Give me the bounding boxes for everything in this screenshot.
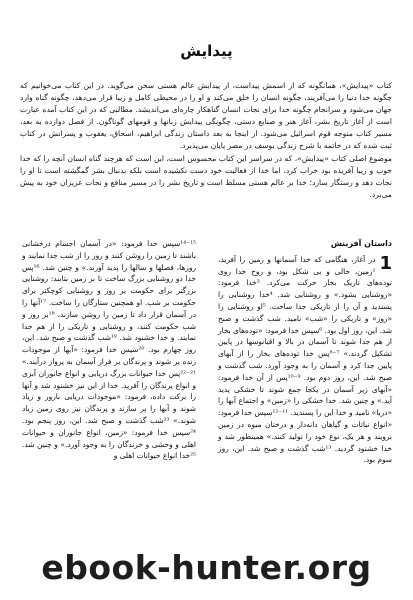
section-heading: داستان آفرینش [330,239,392,248]
chapter-number: 1 [379,252,392,274]
column-text: ¹⁴⁻¹⁵سپس خدا فرمود: «در آسمان اجسام درخشانی باشند تا زمین را روشن کنند و روز را از شب جدا نمایند و روزها، فصلها و سالها را پدید آورند.» و چنین شد. ¹⁶پس خدا دو روشنایی بزرگ ساخت تا بر زمین بتابند: روشنایی بزرگتر برای حکومت بر روز و روشنایی کوچکتر برای حکومت بر شب. او همچنین ستارگان را ساخت. ¹⁷آنها را در آسمان قرار داد تا زمین را روشن سازند، ¹⁸بر روز و شب حکومت کنند، و روشنایی و تاریکی را از هم جدا نمایند. و خدا خشنود شد. ¹⁹شب گذشت و صبح شد. این، روز چهارم بود. ²⁰سپس خدا فرمود: «آبها از موجودات زنده پر شوند و پرندگان بر فراز آسمان به پرواز درآیند.» ²¹⁻²²پس خدا حیوانات بزرگ دریایی و انواع جانوران آبزی و انواع پرندگان را آفرید. خدا از این نیز خشنود شد و آنها را برکت داده، فرمود: «موجودات دریایی بارور و زیاد شوند و آبها را پر سازند و پرندگان نیز روی زمین زیاد شوند.» ²³شب گذشت و صبح شد. این، روز پنجم بود. ²⁴سپس خدا فرمود: «زمین، انواع جانوران و حیوانات اهلی و وحشی و خزندگان را به وجود آورد.» و چنین شد. ²⁵خدا انواع حیوانات اهلی و [22,239,196,461]
intro-paragraph: موضوع اصلی کتاب «پیدایش»، که در سراسر این کتاب محسوس است، این است که هرچند گناه انسان آنچه را که خدا خوب و زیبا آفریده بود خراب کرد، اما خدا از فعالیت خود دست نکشیده است بلکه بدنبال بشر گمگشته است تا او را نجات دهد و رستگار سازد؛ خدا بر عالم هستی مسلط است و تاریخ بشر را در مسیر منافع و نجات عزیزان خود به پیش می‌برد. [20,153,392,199]
right-column [218,238,392,466]
intro-paragraph: کتاب «پیدایش»، همانگونه که از اسمش پیداست، از پیدایش عالم هستی سخن می‌گوید. در این کتاب می‌خوانیم که چگونه خدا دنیا را می‌آفریند، چگونه انسان را خلق می‌کند و او را در محیطی کامل و زیبا قرار می‌دهد، چگونه گناه وارد جهان می‌شود و سرانجام چگونه خدا برای نجات انسان گناهکار چاره‌ای می‌اندیشد. مطالبی که در این کتاب آمده عبارت است از آغاز تاریخ بشر، آغاز هنر و صنایع دستی، چگونگی پیدایش زبانها و قومهای گوناگون. از فصل دوازده به بعد، مسیر کتاب متوجه قوم اسرائیل می‌شود. از اینجا به بعد داستان زندگی ابراهیم، اسحاق، یعقوب و پسرانش در کتاب ثبت شده که در خاتمه با شرح زندگی یوسف در مصر پایان می‌پذیرد. [20,81,392,151]
page-title: پیدایش [180,42,233,60]
left-column [22,238,196,462]
introduction [20,80,392,201]
watermark: ebook-hunter.org [41,548,372,587]
column-text: در آغاز، هنگامی که خدا آسمانها و زمین را آفرید، ²زمین، خالی و بی شکل بود، و روح خدا روی توده‌های تاریک بخار حرکت می‌کرد. ³خدا فرمود: «روشنایی بشود.» و روشنایی شد. ⁴خدا روشنایی را پسندید و آن را از تاریکی جدا ساخت. ⁵او روشنایی را «روز» و تاریکی را «شب» نامید. شب گذشت و صبح شد. این، روز اول بود. ⁶سپس خدا فرمود: «توده‌های بخار از هم جدا شوند تا آسمان در بالا و اقیانوسها در پایین تشکیل گردند.» ⁷⁻⁸پس خدا توده‌های بخار را از آبهای پایین جدا کرد و آسمان را به وجود آورد. شب گذشت و صبح شد. این، روز دوم بود. ⁹⁻¹⁰پس از آن خدا فرمود: «آبهای زیر آسمان در یکجا جمع شوند تا خشکی پدید آید.» و چنین شد. خدا خشکی را «زمین» و اجتماع آبها را «دریا» نامید و خدا این را پسندید. ¹¹⁻¹²سپس خدا فرمود: «انواع نباتات و گیاهان دانه‌دار و درختان میوه در زمین برویند و هر یک، نوع خود را تولید کنند.» همینطور شد و خدا خشنود گردید. ¹³شب گذشت و صبح شد. این، روز سوم بود. [218,254,393,465]
